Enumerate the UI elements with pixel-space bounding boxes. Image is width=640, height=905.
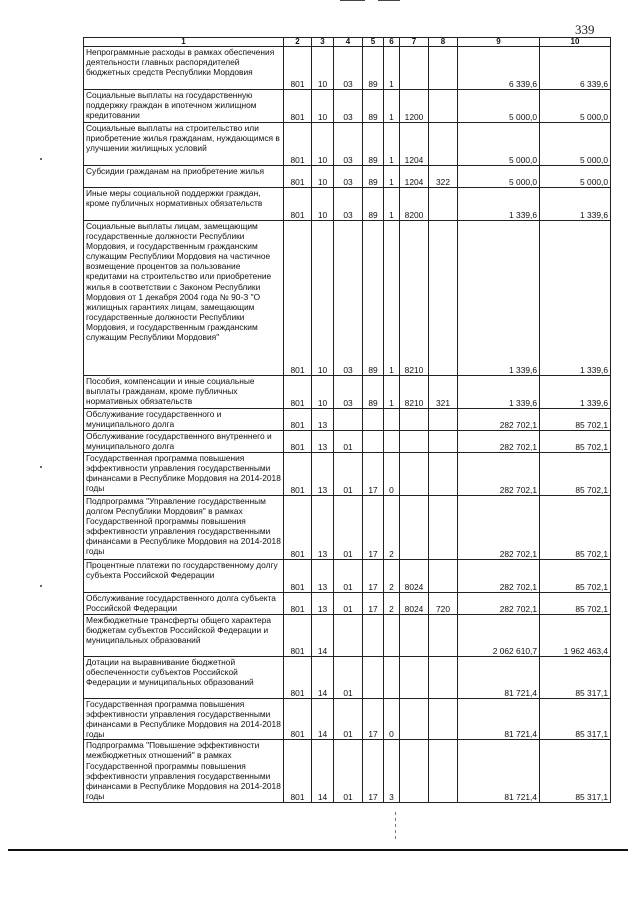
amount-cell: 5 000,0 (458, 90, 540, 123)
code-cell: 801 (284, 123, 312, 166)
amount-cell: 1 339,6 (540, 188, 611, 221)
code-cell: 17 (363, 740, 384, 803)
code-cell (400, 615, 429, 657)
code-cell (400, 431, 429, 453)
code-cell: 2 (384, 593, 400, 615)
page-number: 339 (575, 22, 595, 37)
column-header: 6 (384, 38, 400, 47)
column-header: 1 (84, 38, 284, 47)
code-cell: 0 (384, 699, 400, 740)
code-cell: 13 (312, 431, 334, 453)
code-cell: 801 (284, 593, 312, 615)
code-cell (400, 47, 429, 90)
code-cell: 89 (363, 376, 384, 409)
code-cell: 17 (363, 560, 384, 593)
code-cell: 801 (284, 699, 312, 740)
row-name-cell: Субсидии гражданам на приобретение жилья (84, 166, 284, 188)
code-cell: 1 (384, 47, 400, 90)
code-cell: 14 (312, 740, 334, 803)
amount-cell: 85 702,1 (540, 496, 611, 560)
code-cell (429, 560, 458, 593)
column-header: 4 (334, 38, 363, 47)
row-name-cell: Дотации на выравнивание бюджетной обеспеченности субъектов Российской Федерации и муниципальных образований (84, 657, 284, 699)
table-row (84, 123, 611, 166)
row-name-cell: Обслуживание государственного долга субъекта Российской Федерации (84, 593, 284, 615)
code-cell: 10 (312, 188, 334, 221)
code-cell: 1 (384, 188, 400, 221)
code-cell: 01 (334, 593, 363, 615)
code-cell (363, 615, 384, 657)
row-name-cell: Межбюджетные трансферты общего характера бюджетам субъектов Российской Федерации и муниципальных образований (84, 615, 284, 657)
scan-artifact (395, 812, 396, 842)
amount-cell: 85 702,1 (540, 593, 611, 615)
row-name-cell: Государственная программа повышения эффективности управления государственными финансами в Республике Мордовия на 2014-2018 годы (84, 699, 284, 740)
code-cell: 801 (284, 166, 312, 188)
row-name-cell: Пособия, компенсации и иные социальные выплаты гражданам, кроме публичных нормативных обязательств (84, 376, 284, 409)
table-row (84, 188, 611, 221)
code-cell: 17 (363, 593, 384, 615)
row-name-cell: Социальные выплаты лицам, замещающим государственные должности Республики Мордовия, и государственным гражданским служащим Республики Мордовия на частичное возмещение процентов за пользование кредитами на строительство или приобретение жилья в соответствии с Законом Республики Мордовия от 1 декабря 2004 года № 90-З "О жилищных гарантиях лицам, замещающим государственные должности Республики Мордовия, и государственным гражданским служащим Республики Мордовия" (84, 221, 284, 376)
amount-cell: 6 339,6 (540, 47, 611, 90)
code-cell: 1204 (400, 166, 429, 188)
code-cell: 1204 (400, 123, 429, 166)
column-header: 10 (540, 38, 611, 47)
code-cell: 13 (312, 560, 334, 593)
code-cell: 8200 (400, 188, 429, 221)
code-cell: 0 (384, 453, 400, 496)
code-cell (400, 453, 429, 496)
table-row (84, 699, 611, 740)
code-cell (429, 47, 458, 90)
code-cell: 03 (334, 166, 363, 188)
amount-cell: 6 339,6 (458, 47, 540, 90)
table-row (84, 431, 611, 453)
table-row (84, 657, 611, 699)
code-cell: 89 (363, 221, 384, 376)
code-cell: 89 (363, 90, 384, 123)
code-cell: 10 (312, 47, 334, 90)
code-cell: 01 (334, 431, 363, 453)
amount-cell: 81 721,4 (458, 699, 540, 740)
amount-cell: 85 317,1 (540, 740, 611, 803)
amount-cell: 85 702,1 (540, 453, 611, 496)
amount-cell: 282 702,1 (458, 560, 540, 593)
code-cell: 89 (363, 47, 384, 90)
code-cell (363, 657, 384, 699)
code-cell: 801 (284, 221, 312, 376)
table-header-row (84, 38, 611, 47)
code-cell: 14 (312, 615, 334, 657)
row-name-cell: Социальные выплаты на строительство или приобретение жилья гражданам, нуждающимся в улучшении жилищных условий (84, 123, 284, 166)
amount-cell: 1 339,6 (458, 188, 540, 221)
column-header: 7 (400, 38, 429, 47)
code-cell: 14 (312, 657, 334, 699)
amount-cell: 1 339,6 (458, 376, 540, 409)
code-cell: 10 (312, 166, 334, 188)
amount-cell: 282 702,1 (458, 431, 540, 453)
table-row (84, 376, 611, 409)
code-cell (429, 496, 458, 560)
code-cell: 10 (312, 376, 334, 409)
row-name-cell: Процентные платежи по государственному долгу субъекта Российской Федерации (84, 560, 284, 593)
code-cell (384, 657, 400, 699)
row-name-cell: Государственная программа повышения эффективности управления государственными финансами в Республике Мордовия на 2014-2018 годы (84, 453, 284, 496)
code-cell (429, 453, 458, 496)
table-row (84, 496, 611, 560)
code-cell (334, 409, 363, 431)
code-cell: 01 (334, 496, 363, 560)
code-cell: 13 (312, 496, 334, 560)
code-cell: 10 (312, 221, 334, 376)
code-cell: 10 (312, 90, 334, 123)
code-cell (429, 221, 458, 376)
amount-cell: 282 702,1 (458, 496, 540, 560)
scan-dot (40, 585, 42, 587)
code-cell (400, 409, 429, 431)
code-cell: 2 (384, 560, 400, 593)
code-cell: 1200 (400, 90, 429, 123)
code-cell: 801 (284, 560, 312, 593)
scan-dot (40, 158, 42, 160)
table-row (84, 90, 611, 123)
code-cell (363, 431, 384, 453)
amount-cell: 1 962 463,4 (540, 615, 611, 657)
amount-cell: 85 702,1 (540, 431, 611, 453)
code-cell: 89 (363, 123, 384, 166)
amount-cell: 1 339,6 (540, 221, 611, 376)
code-cell: 1 (384, 90, 400, 123)
code-cell: 03 (334, 376, 363, 409)
code-cell: 13 (312, 593, 334, 615)
code-cell: 8024 (400, 560, 429, 593)
code-cell (400, 699, 429, 740)
code-cell (429, 615, 458, 657)
code-cell: 801 (284, 740, 312, 803)
scan-mark (378, 0, 400, 1)
scan-edge-line (8, 849, 628, 851)
code-cell (429, 740, 458, 803)
amount-cell: 5 000,0 (540, 166, 611, 188)
code-cell: 03 (334, 90, 363, 123)
amount-cell: 5 000,0 (540, 123, 611, 166)
code-cell (429, 123, 458, 166)
code-cell: 13 (312, 409, 334, 431)
amount-cell: 282 702,1 (458, 409, 540, 431)
table-row (84, 409, 611, 431)
table-row (84, 166, 611, 188)
table-row (84, 47, 611, 90)
code-cell: 1 (384, 123, 400, 166)
table-row (84, 453, 611, 496)
scan-mark (340, 0, 365, 1)
code-cell: 1 (384, 221, 400, 376)
code-cell (363, 409, 384, 431)
code-cell (384, 409, 400, 431)
code-cell: 801 (284, 496, 312, 560)
code-cell: 720 (429, 593, 458, 615)
amount-cell: 282 702,1 (458, 593, 540, 615)
code-cell: 8024 (400, 593, 429, 615)
code-cell: 01 (334, 560, 363, 593)
code-cell: 8210 (400, 376, 429, 409)
table-row (84, 615, 611, 657)
code-cell: 03 (334, 123, 363, 166)
code-cell: 2 (384, 496, 400, 560)
code-cell: 17 (363, 699, 384, 740)
code-cell: 03 (334, 188, 363, 221)
code-cell (400, 657, 429, 699)
row-name-cell: Обслуживание государственного внутреннего и муниципального долга (84, 431, 284, 453)
code-cell (429, 699, 458, 740)
table-row (84, 740, 611, 803)
code-cell: 801 (284, 47, 312, 90)
amount-cell: 85 702,1 (540, 560, 611, 593)
column-header: 2 (284, 38, 312, 47)
code-cell: 1 (384, 376, 400, 409)
code-cell: 1 (384, 166, 400, 188)
amount-cell: 81 721,4 (458, 740, 540, 803)
row-name-cell: Подпрограмма "Управление государственным долгом Республики Мордовия" в рамках Государственной программы повышения эффективности управления государственными финансами в Республике Мордовия на 2014-2018 годы (84, 496, 284, 560)
code-cell (400, 740, 429, 803)
code-cell (429, 657, 458, 699)
code-cell (384, 615, 400, 657)
code-cell: 801 (284, 376, 312, 409)
scan-dot (40, 466, 42, 468)
code-cell: 321 (429, 376, 458, 409)
code-cell: 89 (363, 188, 384, 221)
column-header: 9 (458, 38, 540, 47)
amount-cell: 282 702,1 (458, 453, 540, 496)
code-cell: 801 (284, 90, 312, 123)
amount-cell: 5 000,0 (458, 166, 540, 188)
code-cell (429, 188, 458, 221)
budget-table (83, 37, 611, 803)
amount-cell: 85 702,1 (540, 409, 611, 431)
code-cell: 8210 (400, 221, 429, 376)
code-cell: 322 (429, 166, 458, 188)
code-cell (400, 496, 429, 560)
row-name-cell: Обслуживание государственного и муниципального долга (84, 409, 284, 431)
code-cell: 03 (334, 47, 363, 90)
code-cell (429, 431, 458, 453)
row-name-cell: Подпрограмма "Повышение эффективности межбюджетных отношений" в рамках Государственной программы повышения эффективности управления государственными финансами в Республике Мордовия на 2014-2018 годы (84, 740, 284, 803)
code-cell: 801 (284, 188, 312, 221)
code-cell: 10 (312, 123, 334, 166)
row-name-cell: Иные меры социальной поддержки граждан, кроме публичных нормативных обязательств (84, 188, 284, 221)
code-cell: 89 (363, 166, 384, 188)
amount-cell: 5 000,0 (540, 90, 611, 123)
table-row (84, 593, 611, 615)
column-header: 8 (429, 38, 458, 47)
code-cell: 01 (334, 740, 363, 803)
code-cell: 01 (334, 453, 363, 496)
amount-cell: 2 062 610,7 (458, 615, 540, 657)
code-cell: 801 (284, 409, 312, 431)
row-name-cell: Социальные выплаты на государственную поддержку граждан в ипотечном жилищном кредитовании (84, 90, 284, 123)
code-cell: 801 (284, 615, 312, 657)
code-cell (334, 615, 363, 657)
amount-cell: 81 721,4 (458, 657, 540, 699)
amount-cell: 1 339,6 (458, 221, 540, 376)
code-cell (429, 90, 458, 123)
code-cell: 17 (363, 496, 384, 560)
table-row (84, 221, 611, 376)
code-cell: 03 (334, 221, 363, 376)
table-row (84, 560, 611, 593)
code-cell: 17 (363, 453, 384, 496)
code-cell: 801 (284, 453, 312, 496)
code-cell: 3 (384, 740, 400, 803)
code-cell: 01 (334, 699, 363, 740)
amount-cell: 85 317,1 (540, 657, 611, 699)
column-header: 3 (312, 38, 334, 47)
code-cell: 801 (284, 657, 312, 699)
code-cell: 801 (284, 431, 312, 453)
amount-cell: 85 317,1 (540, 699, 611, 740)
column-header: 5 (363, 38, 384, 47)
code-cell: 13 (312, 453, 334, 496)
amount-cell: 1 339,6 (540, 376, 611, 409)
code-cell: 14 (312, 699, 334, 740)
row-name-cell: Непрограммные расходы в рамках обеспечения деятельности главных распорядителей бюджетных средств Республики Мордовия (84, 47, 284, 90)
code-cell: 01 (334, 657, 363, 699)
amount-cell: 5 000,0 (458, 123, 540, 166)
code-cell (384, 431, 400, 453)
code-cell (429, 409, 458, 431)
